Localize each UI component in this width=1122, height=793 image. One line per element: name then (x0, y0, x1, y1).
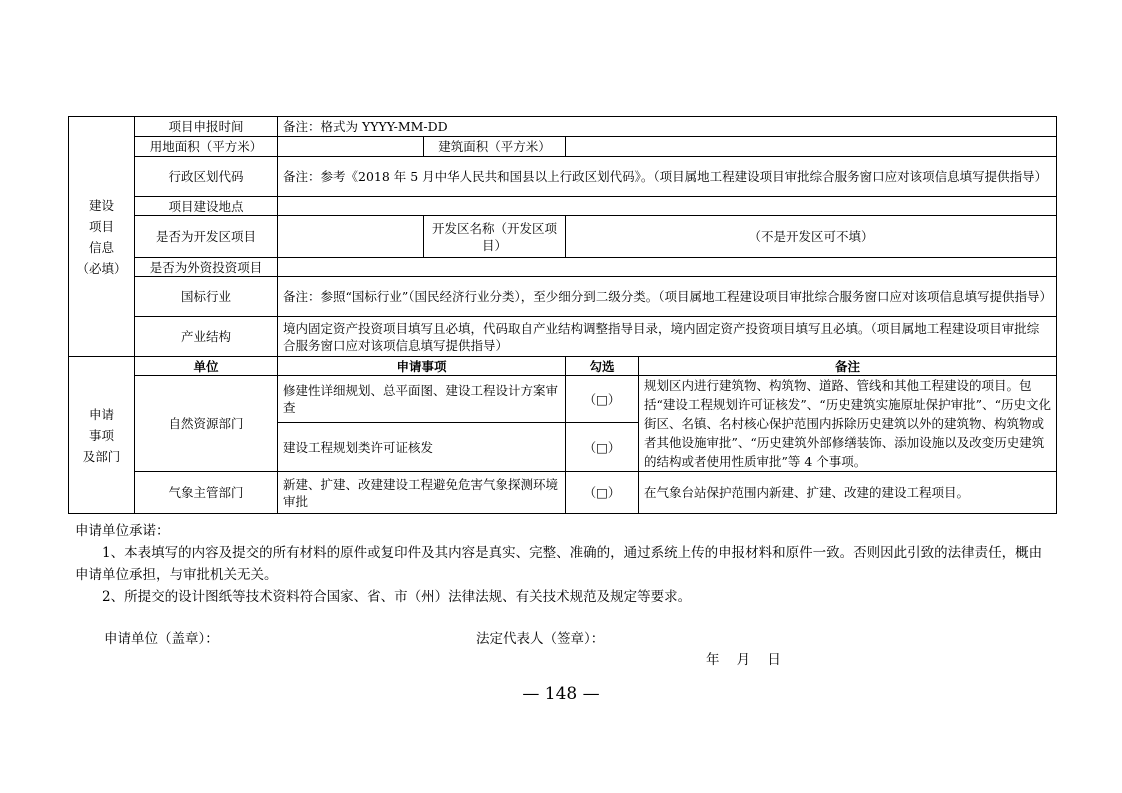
dept1-label: 自然资源部门 (135, 376, 278, 472)
header-item: 申请事项 (278, 357, 566, 376)
row-dept1-item1 (69, 376, 1057, 423)
header-check: 勾选 (566, 357, 639, 376)
row-region-code (69, 157, 1057, 197)
pledge-item-2: 2、所提交的设计图纸等技术资料符合国家、省、市（州）法律法规、有关技术规范及规定等要求。 (102, 589, 692, 605)
dev-zone-note[interactable]: （不是开发区可不填） (566, 216, 1057, 258)
section-apply-title: 申请 事项 及部门 (69, 357, 135, 514)
pledge-title: 申请单位承诺： (75, 523, 170, 539)
dev-zone-value[interactable] (278, 216, 424, 258)
dept1-item2: 建设工程规划类许可证核发 (278, 423, 566, 472)
foreign-value[interactable] (278, 258, 1057, 277)
dept1-item1: 修建性详细规划、总平面图、建设工程设计方案审查 (278, 376, 566, 423)
row-industry (69, 277, 1057, 317)
header-unit: 单位 (135, 357, 278, 376)
section-project-info-title: 建设 项目 信息 （必填） (69, 117, 135, 357)
land-area-value[interactable] (278, 137, 424, 157)
dev-zone-name-label: 开发区名称（开发区项目） (424, 216, 566, 258)
land-area-label: 用地面积（平方米） (135, 137, 278, 157)
foreign-label: 是否为外资投资项目 (135, 258, 278, 277)
dev-zone-label: 是否为开发区项目 (135, 216, 278, 258)
row-land-area (69, 137, 1057, 157)
region-code-value[interactable]: 备注：参考《2018 年 5 月中华人民共和国县以上行政区划代码》。（项目属地工程建设项目审批综合服务窗口应对该项信息填写提供指导） (278, 157, 1057, 197)
row-dept2 (69, 472, 1057, 514)
project-form-table (68, 116, 1057, 514)
applicant-seal-label: 申请单位（盖章）： (104, 631, 219, 647)
dept1-note: 规划区内进行建筑物、构筑物、道路、管线和其他工程建设的项目。包括“建设工程规划许可证核发”、“历史建筑实施原址保护审批”、“历史文化街区、名镇、名村核心保护范围内拆除历史建筑以外的建筑物、构筑物或者其他设施审批”、“历史建筑外部修缮装饰、添加设施以及改变历史建筑的结构或者使用性质审批”等 4 个事项。 (639, 376, 1057, 472)
dept1-item2-checkbox[interactable]: （□） (566, 423, 639, 472)
build-area-label: 建筑面积（平方米） (424, 137, 566, 157)
legal-rep-signature-label: 法定代表人（签章）： (476, 631, 605, 647)
structure-label: 产业结构 (135, 317, 278, 357)
page-number: — 148 — (522, 684, 600, 704)
location-value[interactable] (278, 197, 1057, 216)
row-structure (69, 317, 1057, 357)
dept2-note: 在气象台站保护范围内新建、扩建、改建的建设工程项目。 (639, 472, 1057, 514)
location-label: 项目建设地点 (135, 197, 278, 216)
dept2-label: 气象主管部门 (135, 472, 278, 514)
dept2-item: 新建、扩建、改建建设工程避免危害气象探测环境审批 (278, 472, 566, 514)
row-section2-header (69, 357, 1057, 376)
row-report-time (69, 117, 1057, 137)
dept2-checkbox[interactable]: （□） (566, 472, 639, 514)
row-foreign (69, 258, 1057, 277)
industry-value[interactable]: 备注：参照“国标行业”（国民经济行业分类），至少细分到二级分类。（项目属地工程建设项目审批综合服务窗口应对该项信息填写提供指导） (278, 277, 1057, 317)
region-code-label: 行政区划代码 (135, 157, 278, 197)
dept1-item1-checkbox[interactable]: （□） (566, 376, 639, 423)
structure-value[interactable]: 境内固定资产投资项目填写且必填，代码取自产业结构调整指导目录，境内固定资产投资项目填写且必填。（项目属地工程建设项目审批综合服务窗口应对该项信息填写提供指导） (278, 317, 1057, 357)
row-location (69, 197, 1057, 216)
build-area-value[interactable] (566, 137, 1057, 157)
date-line: 年 月 日 (706, 652, 781, 668)
industry-label: 国标行业 (135, 277, 278, 317)
report-time-value[interactable]: 备注：格式为 YYYY-MM-DD (278, 117, 1057, 137)
pledge-item-1: 1、本表填写的内容及提交的所有材料的原件或复印件及其内容是真实、完整、准确的，通过系统上传的申报材料和原件一致。否则因此引致的法律责任，概由申请单位承担，与审批机关无关。 (75, 545, 1043, 583)
row-dev-zone (69, 216, 1057, 258)
report-time-label: 项目申报时间 (135, 117, 278, 137)
pledge-section (75, 520, 1055, 608)
header-note: 备注 (639, 357, 1057, 376)
